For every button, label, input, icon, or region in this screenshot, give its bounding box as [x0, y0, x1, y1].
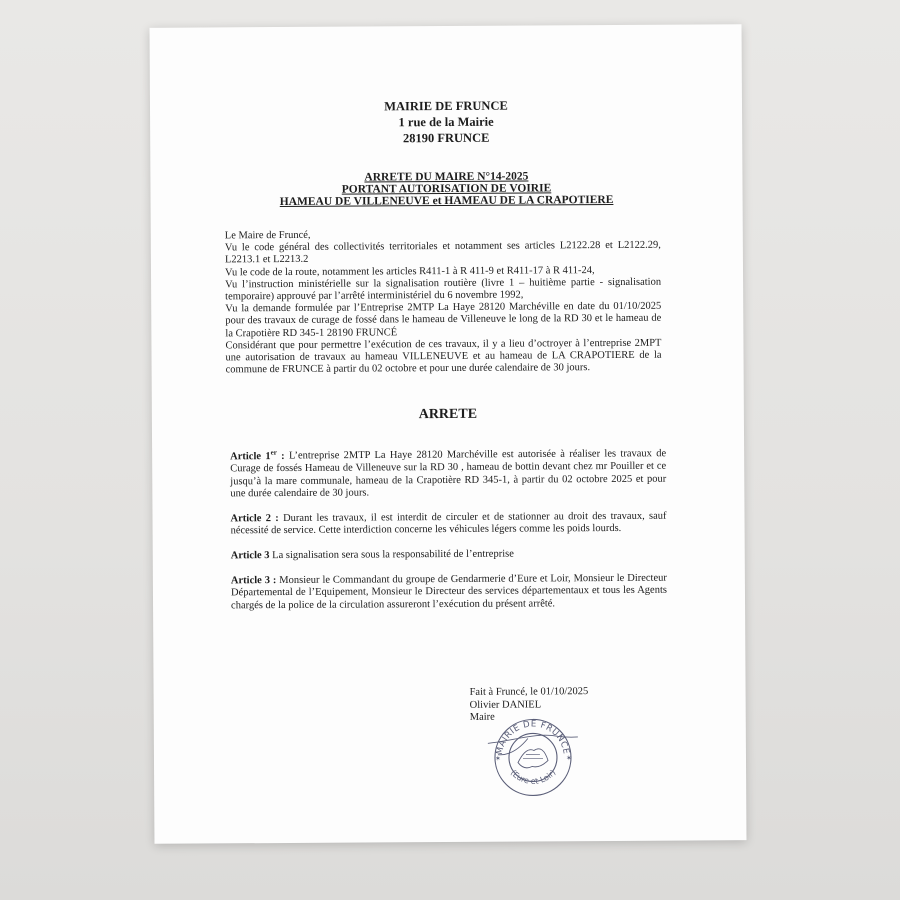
article-label: Article 2 :	[230, 512, 279, 525]
article-1	[230, 444, 666, 502]
article-label: Article 1er :	[230, 448, 285, 462]
preamble-line: Considérant que pour permettre l’exécution de ces travaux, il y a lieu d’octroyer à l’entreprise 2MPT une autorisation de travaux au hameau VILLENEUVE et au hameau de LA CRAPOTIERE de la commune de FRUNCE à partir du 02 octobre et pour une durée calendaire de 30 jours.	[225, 337, 662, 376]
seal-top-text: MAIRIE DE FRUNCE	[494, 719, 571, 756]
mairie-seal-stamp	[488, 710, 579, 801]
article-text: Durant les travaux, il est interdit de circuler et de stationner au droit des travaux, sauf nécessité de service. Cette interdiction concerne les véhicules légers comme les poids lourds.	[230, 510, 667, 537]
signature-place-date: Fait à Fruncé, le 01/10/2025	[469, 686, 589, 698]
article-text: L’entreprise 2MTP La Haye 28120 Marchéville est autorisée à réaliser les travaux de Curage de fossés Hameau de Villeneuve sur la RD 30 , hameau de bottin devant chez mr Pouiller et ce jusqu’à la mare communale, hameau de la Crapotière RD 345-1, à partir du 02 octobre 2025 et pour une durée calendaire de 30 jours.	[230, 448, 667, 500]
mairie-postcode-city: 28190 FRUNCE	[402, 130, 490, 146]
decree-subject: PORTANT AUTORISATION DE VOIRIE	[341, 182, 552, 196]
article-text: La signalisation sera sous la responsabilité de l’entreprise	[269, 548, 514, 562]
svg-text:(Eure et Loir)	[509, 768, 558, 786]
signatory-role: Maire	[469, 711, 495, 724]
preamble-line: Vu la demande formulée par l’Entreprise 2MTP La Haye 28120 Marchéville en date du 01/10/2025 pour des travaux de curage de fossé dans le hameau de Villeneuve le long de la RD 30 et le hameau de la Crapotière RD 345-1 28190 FRUNCÉ	[225, 300, 662, 339]
article-3	[231, 548, 667, 563]
arrete-heading: ARRETE	[418, 406, 478, 423]
mairie-name: MAIRIE DE FRUNCE	[384, 98, 508, 114]
preamble-line: Vu l’instruction ministérielle sur la signalisation routière (livre 1 – huitième partie - signalisation temporaire) approuvé par l’arrêté interministériel du 6 novembre 1992,	[225, 276, 662, 303]
letterhead	[150, 96, 742, 148]
articles	[230, 444, 667, 625]
article-text: Monsieur le Commandant du groupe de Gendarmerie d’Eure et Loir, Monsieur le Directeur Départemental de l’Equipement, Monsieur le Directeur des services départementaux et tous les Agents chargés de la police de la circulation assureront l’exécution du présent arrêté.	[230, 572, 667, 612]
signatory-name: Olivier DANIEL	[469, 699, 542, 711]
seal-bottom-text: (Eure et Loir)	[508, 768, 558, 786]
preamble-line: Vu le code général des collectivités territoriales et notamment ses articles L2122.28 et L2122.29, L2213.1 et L2213.2	[224, 239, 661, 266]
decree-title	[150, 169, 742, 209]
article-label: Article 3	[230, 550, 270, 562]
article-3-bis	[231, 572, 667, 612]
article-label: Article 3 :	[230, 574, 277, 586]
preamble-line: Le Maire de Fruncé,	[224, 229, 311, 242]
mairie-street: 1 rue de la Mairie	[398, 114, 494, 130]
preamble	[225, 228, 662, 377]
article-2	[230, 511, 666, 539]
decree-location: HAMEAU DE VILLENEUVE et HAMEAU DE LA CRAPOTIERE	[279, 193, 614, 209]
preamble-line: Vu le code de la route, notamment les articles R411-1 à R 411-9 et R411-17 à R 411-24,	[224, 264, 595, 278]
svg-text:✶: ✶	[565, 754, 572, 763]
document-page	[150, 24, 747, 844]
decree-number: ARRETE DU MAIRE N°14-2025	[364, 170, 529, 184]
svg-text:✶: ✶	[494, 754, 501, 763]
